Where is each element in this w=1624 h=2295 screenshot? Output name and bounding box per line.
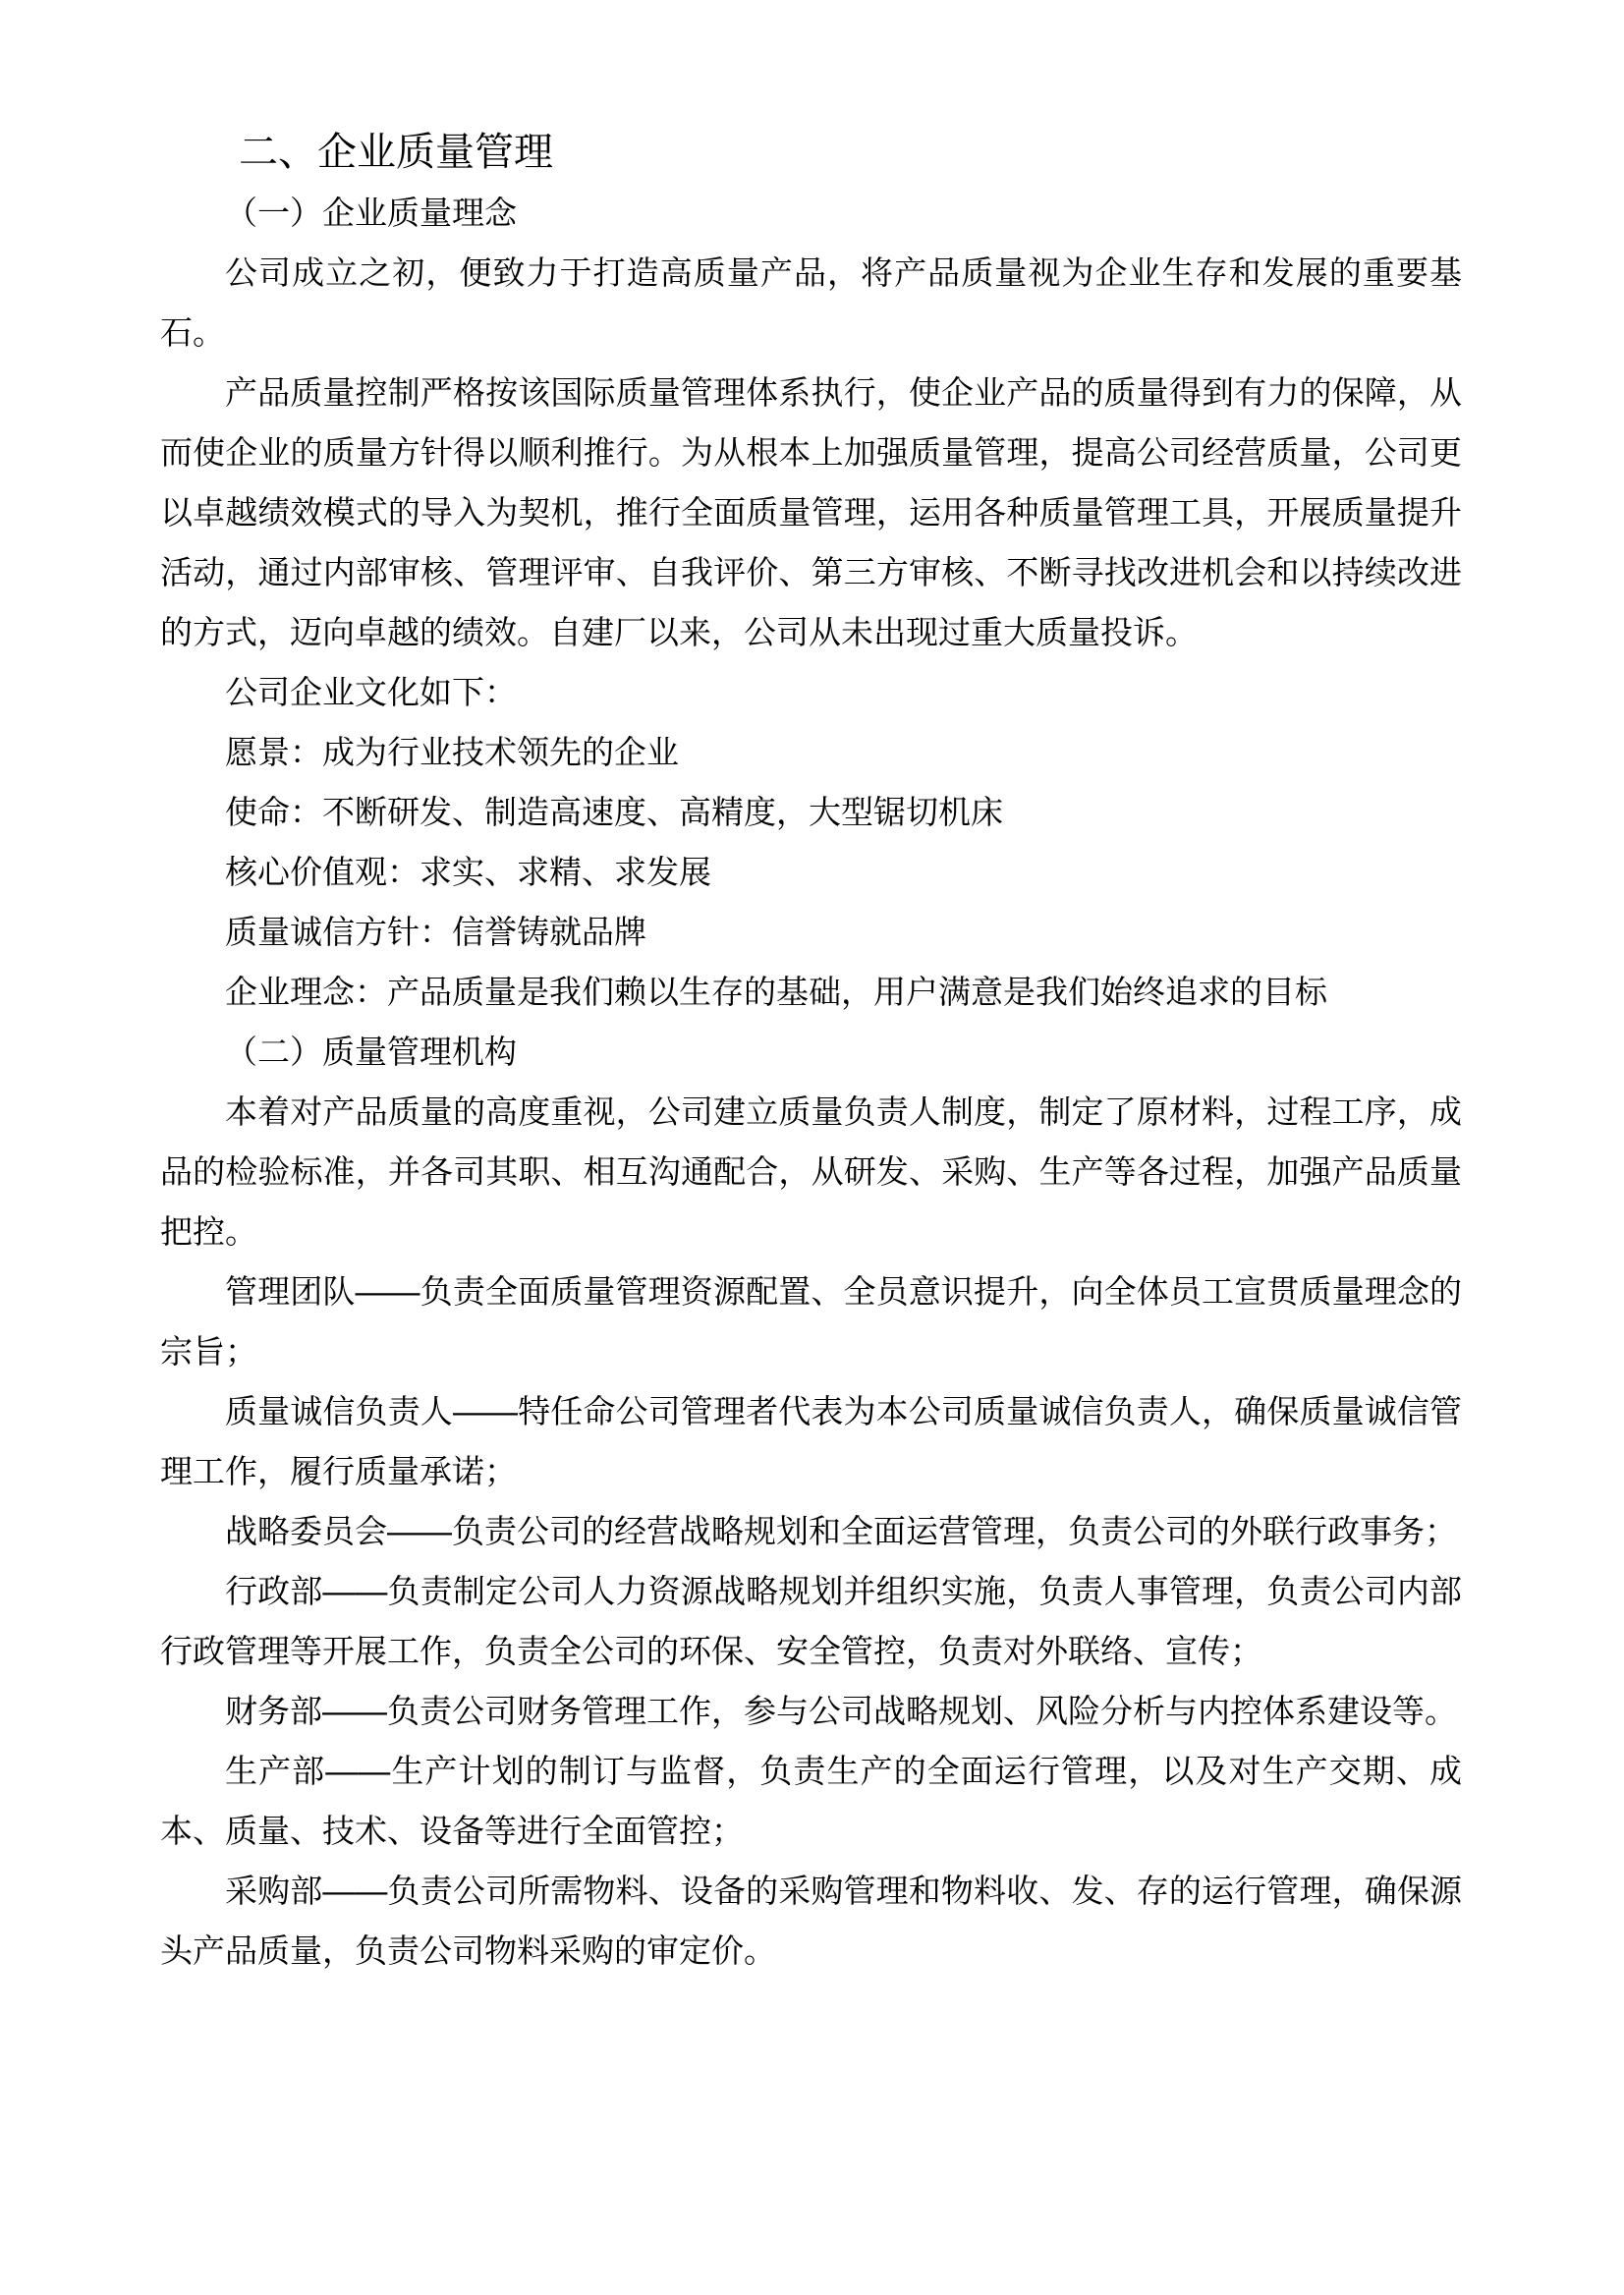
- para-quality-control: 产品质量控制严格按该国际质量管理体系执行，使企业产品的质量得到有力的保障，从而使企业的质量方针得以顺利推行。为从根本上加强质量管理，提高公司经营质量，公司更以卓越绩效模式的导入为契机，推行全面质量管理，运用各种质量管理工具，开展质量提升活动，通过内部审核、管理评审、自我评价、第三方审核、不断寻找改进机会和以持续改进的方式，迈向卓越的绩效。自建厂以来，公司从未出现过重大质量投诉。: [160, 374, 1462, 650]
- para-vision: 愿景：成为行业技术领先的企业: [225, 734, 679, 770]
- para-founding: 公司成立之初，便致力于打造高质量产品，将产品质量视为企业生存和发展的重要基石。: [160, 254, 1462, 351]
- para-production-dept: 生产部——生产计划的制订与监督，负责生产的全面运行管理，以及对生产交期、成本、质量、技术、设备等进行全面管控；: [160, 1753, 1462, 1849]
- para-procurement-dept: 采购部——负责公司所需物料、设备的采购管理和物料收、发、存的运行管理，确保源头产品质量，负责公司物料采购的审定价。: [160, 1873, 1462, 1969]
- heading-quality-philosophy: （一）企业质量理念: [225, 195, 517, 231]
- para-finance-dept: 财务部——负责公司财务管理工作，参与公司战略规划、风险分析与内控体系建设等。: [225, 1693, 1457, 1729]
- para-management-team: 管理团队——负责全面质量管理资源配置、全员意识提升，向全体员工宣贯质量理念的宗旨；: [160, 1273, 1462, 1370]
- para-strategy-committee: 战略委员会——负责公司的经营战略规划和全面运营管理，负责公司的外联行政事务；: [225, 1513, 1457, 1549]
- para-admin-dept: 行政部——负责制定公司人力资源战略规划并组织实施，负责人事管理，负责公司内部行政管理等开展工作，负责全公司的环保、安全管控，负责对外联络、宣传；: [160, 1573, 1462, 1669]
- para-mission: 使命：不断研发、制造高速度、高精度，大型锯切机床: [225, 794, 1003, 830]
- doc-title: 二、企业质量管理: [239, 131, 553, 174]
- heading-quality-organization: （二）质量管理机构: [225, 1034, 517, 1070]
- para-enterprise-philosophy: 企业理念：产品质量是我们赖以生存的基础，用户满意是我们始终追求的目标: [225, 974, 1327, 1010]
- para-integrity-officer: 质量诚信负责人——特任命公司管理者代表为本公司质量诚信负责人，确保质量诚信管理工作，履行质量承诺；: [160, 1393, 1462, 1489]
- para-org-overview: 本着对产品质量的高度重视，公司建立质量负责人制度，制定了原材料，过程工序，成品的检验标准，并各司其职、相互沟通配合，从研发、采购、生产等各过程，加强产品质量把控。: [160, 1093, 1462, 1250]
- para-core-values: 核心价值观：求实、求精、求发展: [225, 854, 711, 890]
- para-integrity-policy: 质量诚信方针：信誉铸就品牌: [225, 914, 646, 950]
- para-culture-intro: 公司企业文化如下：: [225, 674, 517, 710]
